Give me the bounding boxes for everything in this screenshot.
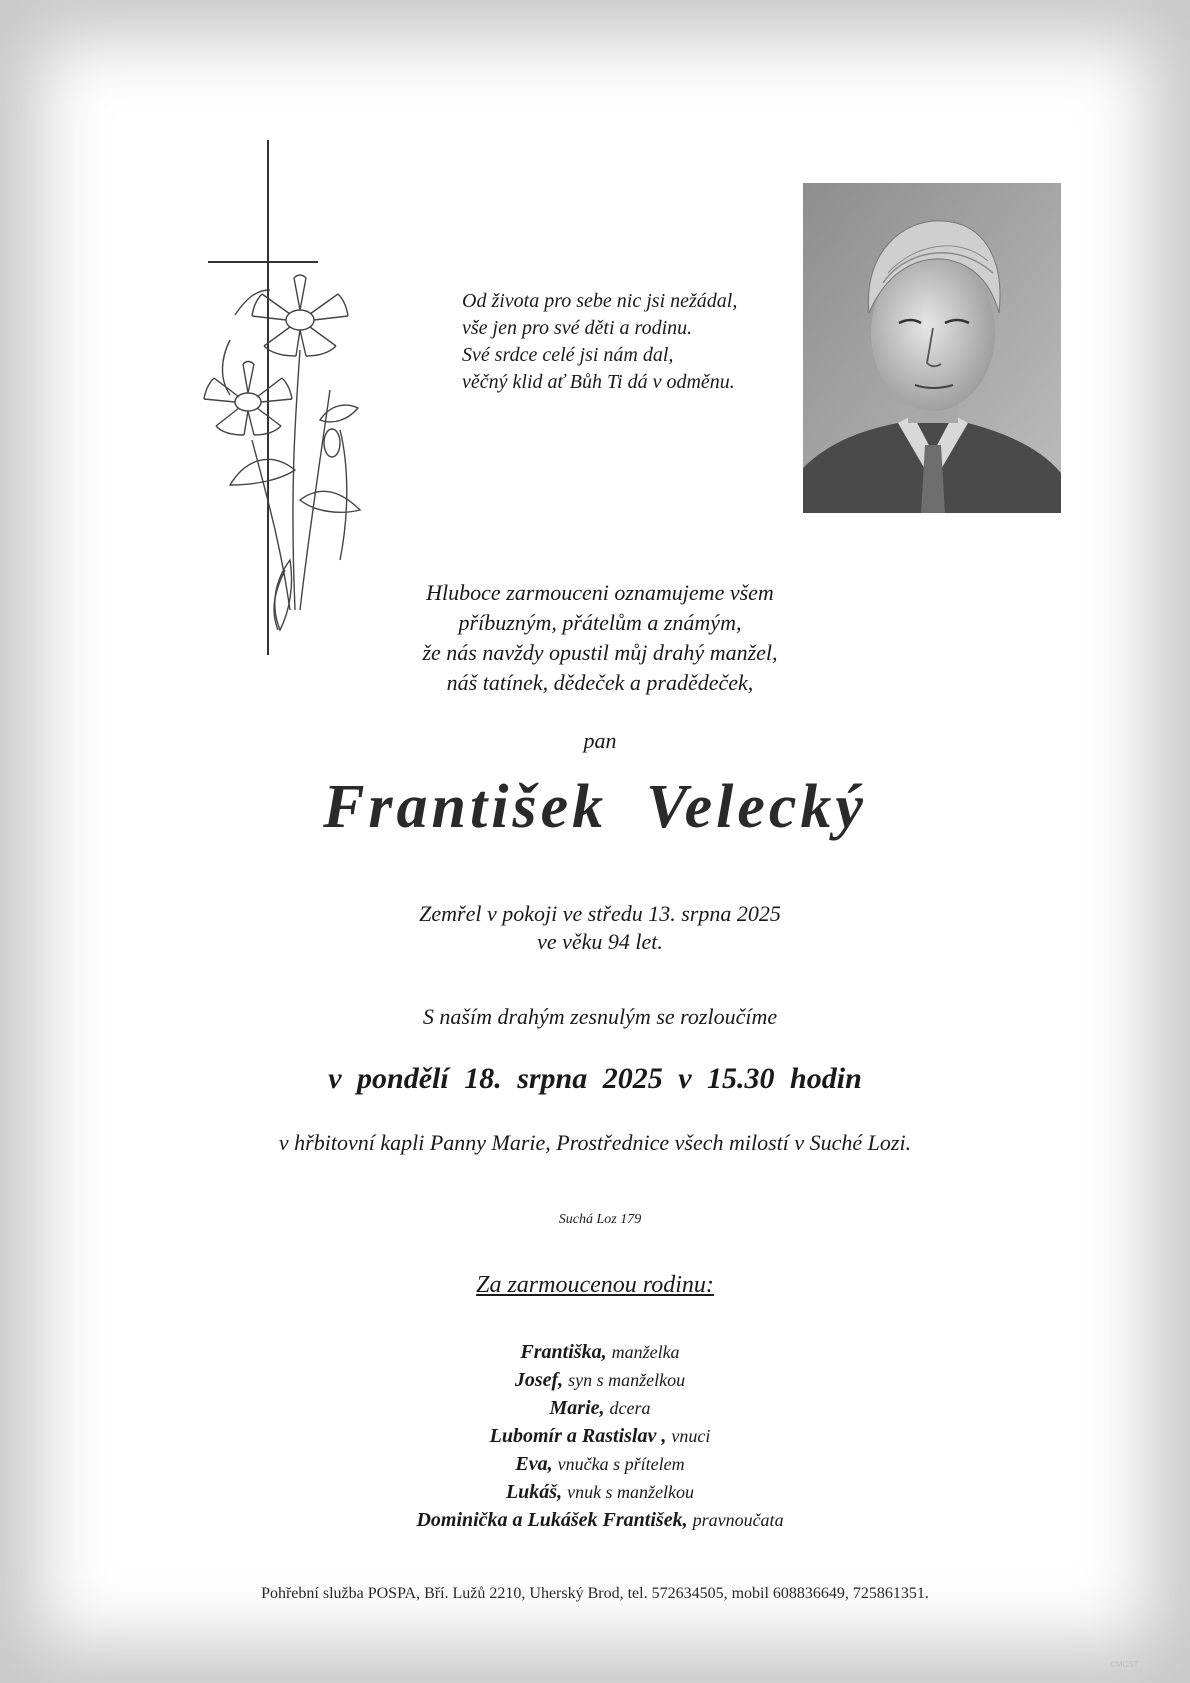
list-item: [300, 1338, 900, 1366]
list-item: [300, 1394, 900, 1422]
funeral-place: v hřbitovní kapli Panny Marie, Prostřednice všech milostí v Suché Lozi.: [278, 1130, 912, 1155]
portrait-drawing: [803, 183, 1061, 513]
funeral-datetime: v pondělí 18. srpna 2025 v 15.30 hodin: [328, 1062, 862, 1095]
family-list: [300, 1338, 900, 1534]
flowers-icon: [204, 275, 360, 630]
honorific: pan: [583, 728, 617, 753]
death-date: Zemřel v pokoji ve středu 13. srpna 2025: [419, 901, 781, 926]
member-name: Lubomír a Rastislav ,: [489, 1425, 667, 1447]
member-relation: pravnoučata: [692, 1510, 784, 1530]
funeral-service-footer: Pohřební služba POSPA, Bří. Lužů 2210, Uherský Brod, tel. 572634505, mobil 608836649, 725861351.: [261, 1585, 929, 1602]
member-name: Františka,: [520, 1341, 607, 1363]
member-relation: vnučka s přítelem: [557, 1454, 685, 1474]
member-name: Marie,: [549, 1397, 605, 1419]
death-details: [300, 900, 900, 956]
farewell-intro: S naším drahým zesnulým se rozloučíme: [422, 1004, 778, 1029]
memorial-verse: [462, 288, 802, 396]
watermark: ©MCST: [1110, 1660, 1139, 1669]
deceased-name: František Velecký: [323, 773, 867, 841]
family-heading: Za zarmoucenou rodinu:: [476, 1272, 714, 1298]
member-name: Josef,: [514, 1369, 564, 1391]
family-address: Suchá Loz 179: [558, 1212, 642, 1227]
announcement-text: [300, 578, 900, 698]
announcement-line: náš tatínek, dědeček a pradědeček,: [446, 670, 754, 695]
verse-line: věčný klid ať Bůh Ti dá v odměnu.: [462, 371, 735, 393]
verse-line: Své srdce celé jsi nám dal,: [462, 344, 674, 366]
member-name: Lukáš,: [505, 1481, 563, 1503]
announcement-line: příbuzným, přátelům a známým,: [458, 610, 742, 635]
portrait-photo: [803, 183, 1061, 513]
list-item: [300, 1506, 900, 1534]
death-age: ve věku 94 let.: [537, 929, 663, 954]
member-name: Eva,: [515, 1453, 553, 1475]
list-item: [300, 1422, 900, 1450]
verse-line: vše jen pro své děti a rodinu.: [462, 317, 693, 339]
member-relation: vnuk s manželkou: [567, 1482, 695, 1502]
member-name: Dominička a Lukášek František,: [416, 1509, 688, 1531]
announcement-line: že nás navždy opustil můj drahý manžel,: [422, 640, 778, 665]
member-relation: manželka: [611, 1342, 680, 1362]
list-item: [300, 1478, 900, 1506]
member-relation: syn s manželkou: [568, 1370, 686, 1390]
list-item: [300, 1366, 900, 1394]
announcement-line: Hluboce zarmouceni oznamujeme všem: [426, 580, 774, 605]
member-relation: dcera: [609, 1398, 651, 1418]
member-relation: vnuci: [671, 1426, 711, 1446]
verse-line: Od života pro sebe nic jsi nežádal,: [462, 290, 738, 312]
list-item: [300, 1450, 900, 1478]
